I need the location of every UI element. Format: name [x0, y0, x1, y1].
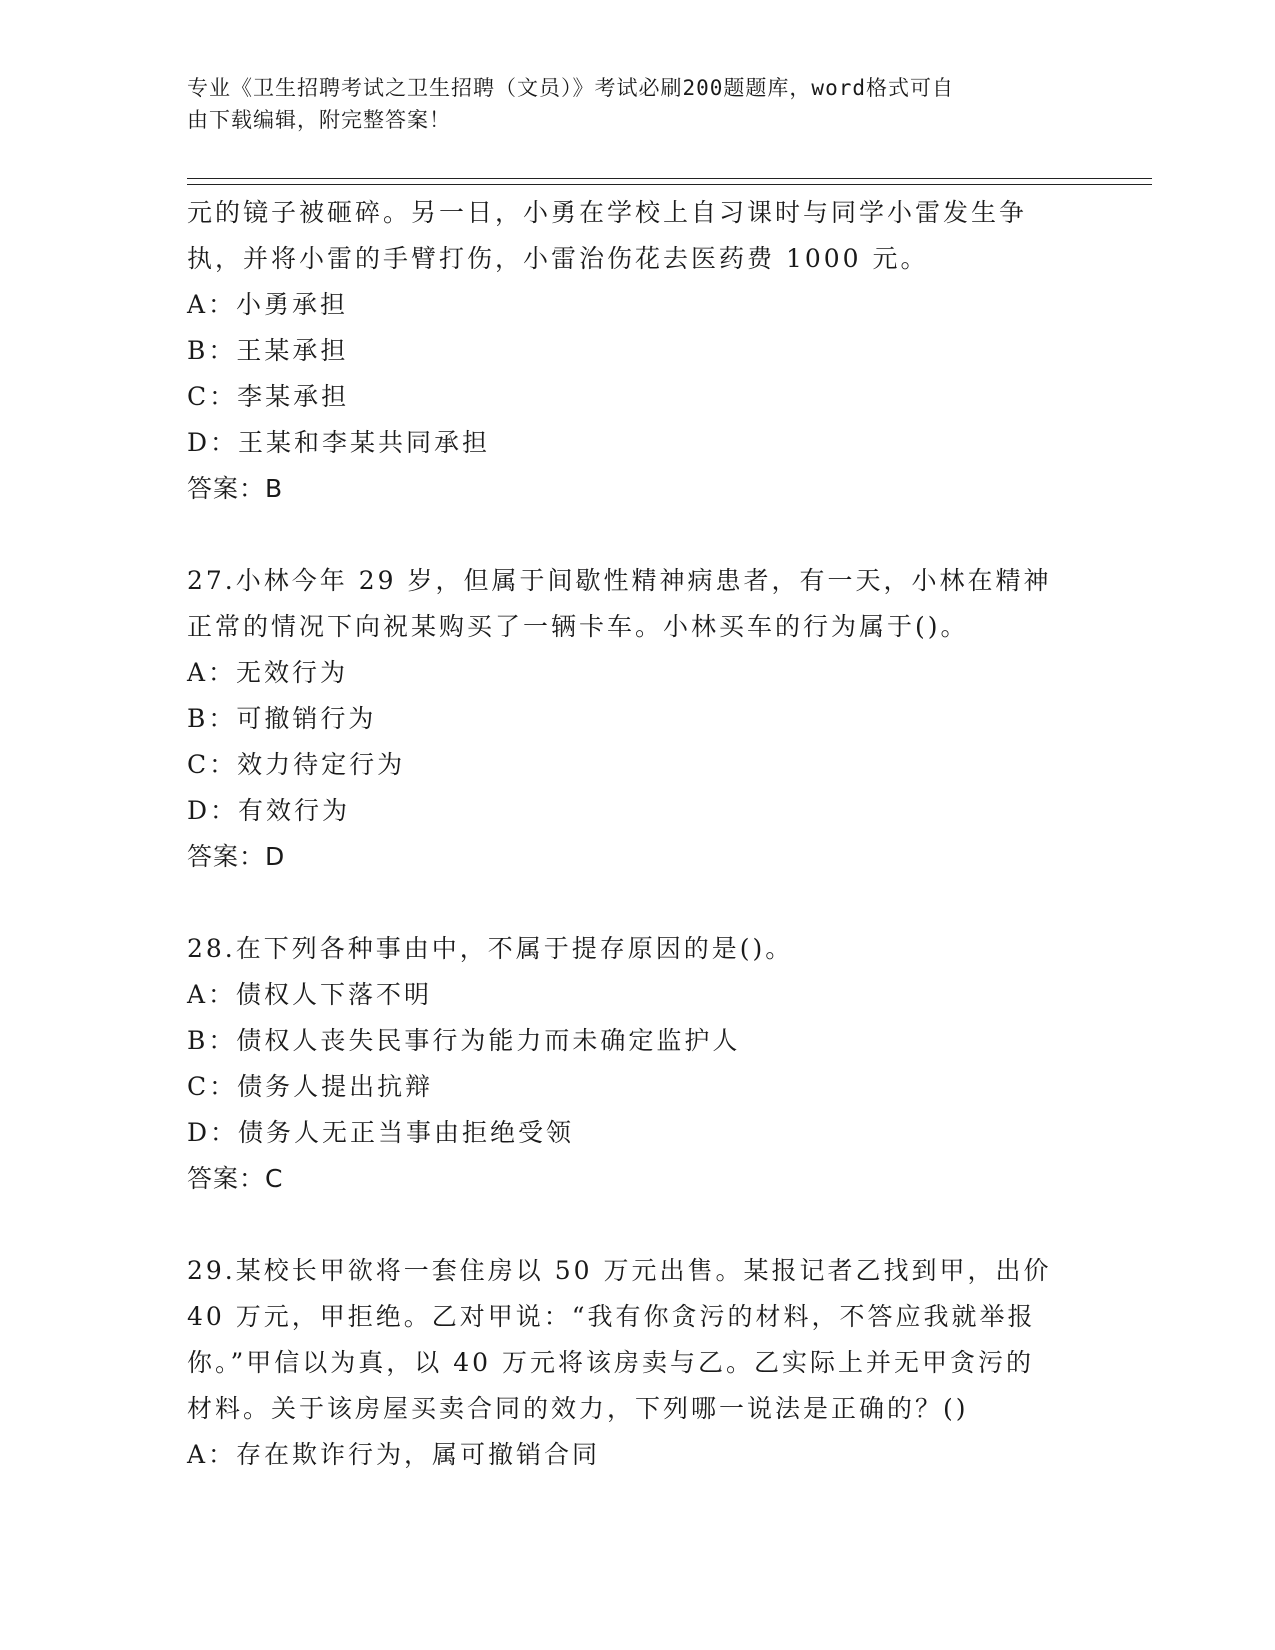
option-d: D：有效行为	[187, 796, 351, 825]
question-29	[187, 1248, 1087, 1478]
question-stem-line: 材料。关于该房屋买卖合同的效力，下列哪一说法是正确的？()	[187, 1394, 969, 1423]
question-27	[187, 558, 1087, 880]
answer-label: 答案：B	[187, 474, 284, 503]
spacer	[187, 512, 1087, 558]
option-b: B：可撤销行为	[187, 704, 377, 733]
option-c: C：效力待定行为	[187, 750, 406, 779]
option-a: A：小勇承担	[187, 290, 349, 319]
spacer	[187, 880, 1087, 926]
option-b: B：王某承担	[187, 336, 349, 365]
header-divider-top	[187, 178, 1152, 179]
option-c: C：李某承担	[187, 382, 350, 411]
spacer	[187, 1202, 1087, 1248]
answer-label: 答案：C	[187, 1164, 284, 1193]
option-b: B：债权人丧失民事行为能力而未确定监护人	[187, 1026, 741, 1055]
question-stem-line: 你。”甲信以为真，以 40 万元将该房卖与乙。乙实际上并无甲贪污的	[187, 1348, 1034, 1377]
option-a: A：债权人下落不明	[187, 980, 433, 1009]
question-stem-line: 29.某校长甲欲将一套住房以 50 万元出售。某报记者乙找到甲，出价	[187, 1256, 1052, 1285]
question-stem-line: 执，并将小雷的手臂打伤，小雷治伤花去医药费 1000 元。	[187, 244, 929, 273]
option-a: A：存在欺诈行为，属可撤销合同	[187, 1440, 601, 1469]
question-stem-line: 40 万元，甲拒绝。乙对甲说：“我有你贪污的材料，不答应我就举报	[187, 1302, 1036, 1331]
option-c: C：债务人提出抗辩	[187, 1072, 434, 1101]
document-header	[187, 72, 1067, 136]
header-title-line-2: 由下载编辑，附完整答案！	[187, 108, 451, 132]
option-d: D：债务人无正当事由拒绝受领	[187, 1118, 575, 1147]
option-a: A：无效行为	[187, 658, 349, 687]
question-stem-line: 28.在下列各种事由中，不属于提存原因的是()。	[187, 934, 794, 963]
question-stem-line: 元的镜子被砸碎。另一日，小勇在学校上自习课时与同学小雷发生争	[187, 198, 1028, 227]
option-d: D：王某和李某共同承担	[187, 428, 491, 457]
question-stem-line: 正常的情况下向祝某购买了一辆卡车。小林买车的行为属于()。	[187, 612, 969, 641]
document-body	[187, 190, 1087, 1478]
question-stem-line: 27.小林今年 29 岁，但属于间歇性精神病患者，有一天，小林在精神	[187, 566, 1052, 595]
header-title-line-1: 专业《卫生招聘考试之卫生招聘（文员）》考试必刷200题题库，word格式可自	[187, 76, 954, 100]
answer-label: 答案：D	[187, 842, 286, 871]
question-26	[187, 190, 1087, 512]
header-divider-bottom	[187, 184, 1152, 185]
question-28	[187, 926, 1087, 1202]
